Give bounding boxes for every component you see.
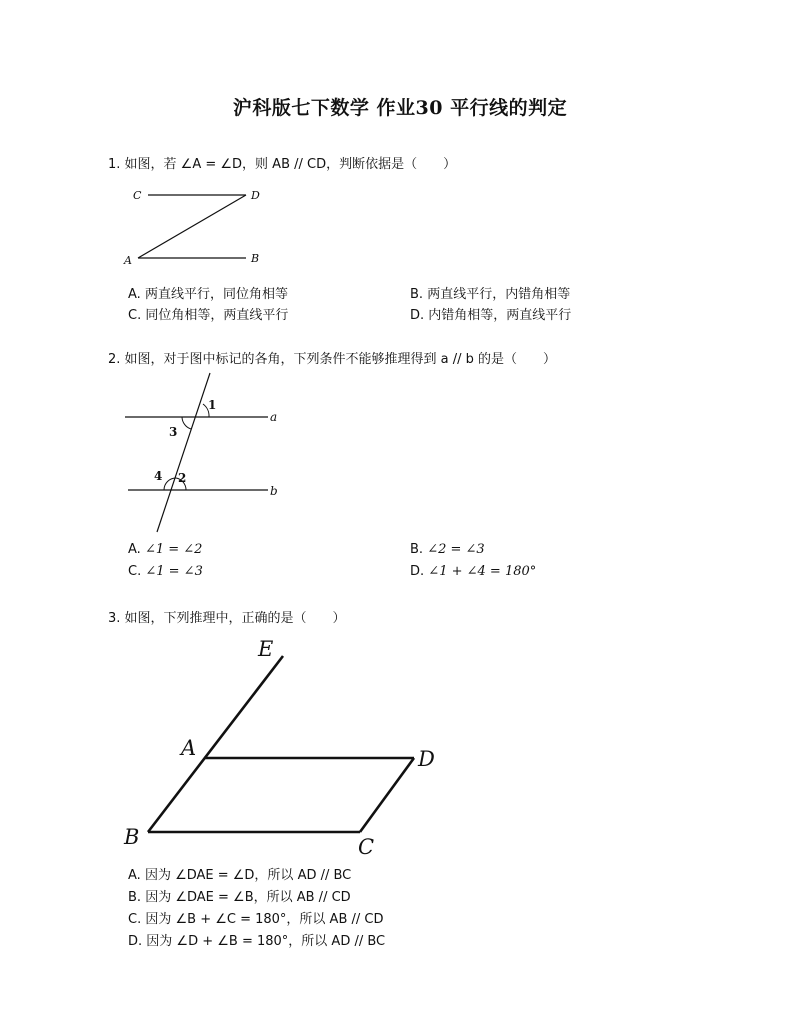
label-b: B: [251, 252, 260, 265]
label-b: B: [124, 825, 140, 849]
question-number: 3.: [108, 611, 121, 626]
label-c: C: [358, 835, 375, 859]
segment-cd: [360, 758, 414, 832]
question-2-stem: [108, 348, 556, 367]
q3-option-c[interactable]: C. 因为 ∠B + ∠C = 180°，所以 AB // CD: [128, 912, 384, 927]
ray-ae: [148, 656, 283, 832]
question-number: 2.: [108, 352, 121, 367]
q3-option-a[interactable]: A. 因为 ∠DAE = ∠D，所以 AD // BC: [128, 868, 352, 883]
label-line-a: a: [270, 410, 278, 424]
q1-option-d[interactable]: D. 内错角相等，两直线平行: [410, 308, 572, 323]
q2-option-b[interactable]: B. ∠2 = ∠3: [410, 542, 485, 557]
question-text: 如图，若 ∠A = ∠D，则 AB // CD，判断依据是（ ）: [124, 157, 457, 172]
q1-option-c[interactable]: C. 同位角相等，两直线平行: [128, 308, 289, 323]
question-text: 如图，下列推理中，正确的是（ ）: [124, 611, 346, 626]
figure-q2: [120, 370, 290, 535]
figure-q3: [120, 628, 450, 863]
q1-option-b[interactable]: B. 两直线平行，内错角相等: [410, 287, 571, 302]
label-c: C: [133, 189, 142, 202]
label-e: E: [258, 637, 274, 661]
label-d: D: [251, 189, 260, 202]
q3-option-b[interactable]: B. 因为 ∠DAE = ∠B，所以 AB // CD: [128, 890, 351, 905]
figure-q1: [120, 180, 280, 270]
label-d: D: [418, 747, 435, 771]
label-angle-4: 4: [154, 469, 163, 483]
q2-option-c[interactable]: C. ∠1 = ∠3: [128, 564, 203, 579]
question-number: 1.: [108, 157, 121, 172]
question-3-stem: [108, 607, 346, 626]
label-a: A: [181, 736, 197, 760]
label-angle-1: 1: [208, 398, 217, 412]
transversal: [157, 373, 210, 532]
q2-option-d[interactable]: D. ∠1 + ∠4 = 180°: [410, 564, 537, 579]
segment-ad: [138, 195, 246, 258]
question-1-stem: [108, 153, 456, 172]
q2-option-a[interactable]: A. ∠1 = ∠2: [128, 542, 203, 557]
label-line-b: b: [270, 484, 278, 498]
label-angle-2: 2: [178, 471, 187, 485]
label-a: A: [124, 254, 132, 267]
q3-option-d[interactable]: D. 因为 ∠D + ∠B = 180°，所以 AD // BC: [128, 934, 386, 949]
question-text: 如图，对于图中标记的各角，下列条件不能够推理得到 a // b 的是（ ）: [124, 352, 557, 367]
label-angle-3: 3: [169, 425, 178, 439]
q1-option-a[interactable]: A. 两直线平行，同位角相等: [128, 287, 288, 302]
page-title: 沪科版七下数学 作业30 平行线的判定: [232, 97, 568, 119]
angle-3-arc: [182, 417, 191, 429]
